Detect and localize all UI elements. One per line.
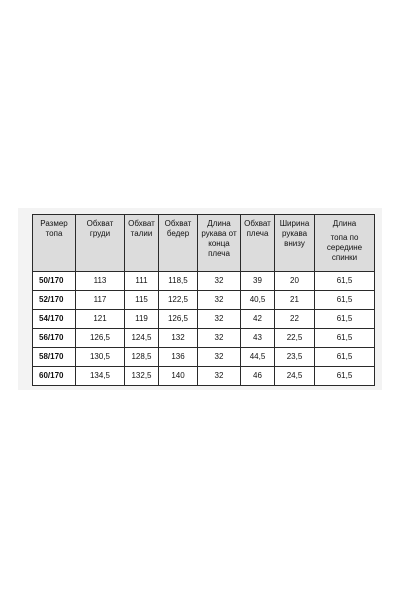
size-chart-table [32,214,375,386]
header-sleeve-length [198,215,241,272]
cell-chest: 117 [76,291,125,310]
cell-waist: 111 [125,272,159,291]
cell-sleeve-length: 32 [198,367,241,386]
header-size [33,215,76,272]
cell-sleeve-length: 32 [198,310,241,329]
cell-sleeve-width: 24,5 [275,367,315,386]
cell-chest: 126,5 [76,329,125,348]
cell-chest: 121 [76,310,125,329]
header-text: рукава [281,229,308,238]
cell-shoulder-girth: 43 [241,329,275,348]
header-text: конца [208,239,230,248]
cell-shoulder-girth: 46 [241,367,275,386]
header-text: топа по [330,233,359,242]
cell-hips: 122,5 [159,291,198,310]
header-waist [125,215,159,272]
cell-waist: 124,5 [125,329,159,348]
cell-sleeve-width: 22,5 [275,329,315,348]
cell-shoulder-girth: 39 [241,272,275,291]
table-row [33,348,375,367]
header-hips [159,215,198,272]
table-row [33,329,375,348]
cell-size: 56/170 [33,329,76,348]
header-row [33,215,375,272]
cell-shoulder-girth: 42 [241,310,275,329]
table-row [33,367,375,386]
header-text: бедер [166,229,190,238]
cell-sleeve-length: 32 [198,348,241,367]
header-text: Размер [40,219,68,228]
header-back-length [315,215,375,272]
header-text: Обхват [86,219,114,228]
cell-sleeve-width: 21 [275,291,315,310]
header-text: плеча [208,249,230,258]
cell-hips: 136 [159,348,198,367]
cell-sleeve-width: 22 [275,310,315,329]
cell-sleeve-length: 32 [198,291,241,310]
cell-back-length: 61,5 [315,329,375,348]
cell-size: 52/170 [33,291,76,310]
cell-back-length: 61,5 [315,367,375,386]
cell-chest: 134,5 [76,367,125,386]
cell-back-length: 61,5 [315,272,375,291]
cell-sleeve-length: 32 [198,272,241,291]
cell-hips: 126,5 [159,310,198,329]
header-text: плеча [246,229,269,238]
header-shoulder-girth [241,215,275,272]
header-text: топа [45,229,63,238]
cell-back-length: 61,5 [315,291,375,310]
cell-chest: 113 [76,272,125,291]
header-text: середине [326,243,363,252]
header-text: внизу [284,239,305,248]
cell-sleeve-width: 23,5 [275,348,315,367]
cell-waist: 119 [125,310,159,329]
cell-size: 58/170 [33,348,76,367]
cell-size: 54/170 [33,310,76,329]
cell-back-length: 61,5 [315,310,375,329]
table-row [33,291,375,310]
cell-shoulder-girth: 40,5 [241,291,275,310]
table-row [33,272,375,291]
table-row [33,310,375,329]
cell-sleeve-length: 32 [198,329,241,348]
header-text: рукава от [201,229,237,238]
table-body [33,272,375,386]
cell-waist: 128,5 [125,348,159,367]
cell-waist: 132,5 [125,367,159,386]
header-text: Ширина [279,219,310,228]
cell-hips: 140 [159,367,198,386]
header-text: Длина [332,219,357,228]
header-text: спинки [331,253,358,262]
cell-size: 50/170 [33,272,76,291]
header-text: Обхват [244,219,271,228]
cell-hips: 132 [159,329,198,348]
cell-waist: 115 [125,291,159,310]
header-sleeve-width [275,215,315,272]
table-header [33,215,375,272]
header-text: Обхват [128,219,155,228]
cell-back-length: 61,5 [315,348,375,367]
cell-hips: 118,5 [159,272,198,291]
header-text: Длина [207,219,231,228]
cell-size: 60/170 [33,367,76,386]
header-text: талии [130,229,153,238]
cell-sleeve-width: 20 [275,272,315,291]
header-chest [76,215,125,272]
cell-shoulder-girth: 44,5 [241,348,275,367]
cell-chest: 130,5 [76,348,125,367]
header-text: груди [89,229,111,238]
header-text: Обхват [164,219,192,228]
